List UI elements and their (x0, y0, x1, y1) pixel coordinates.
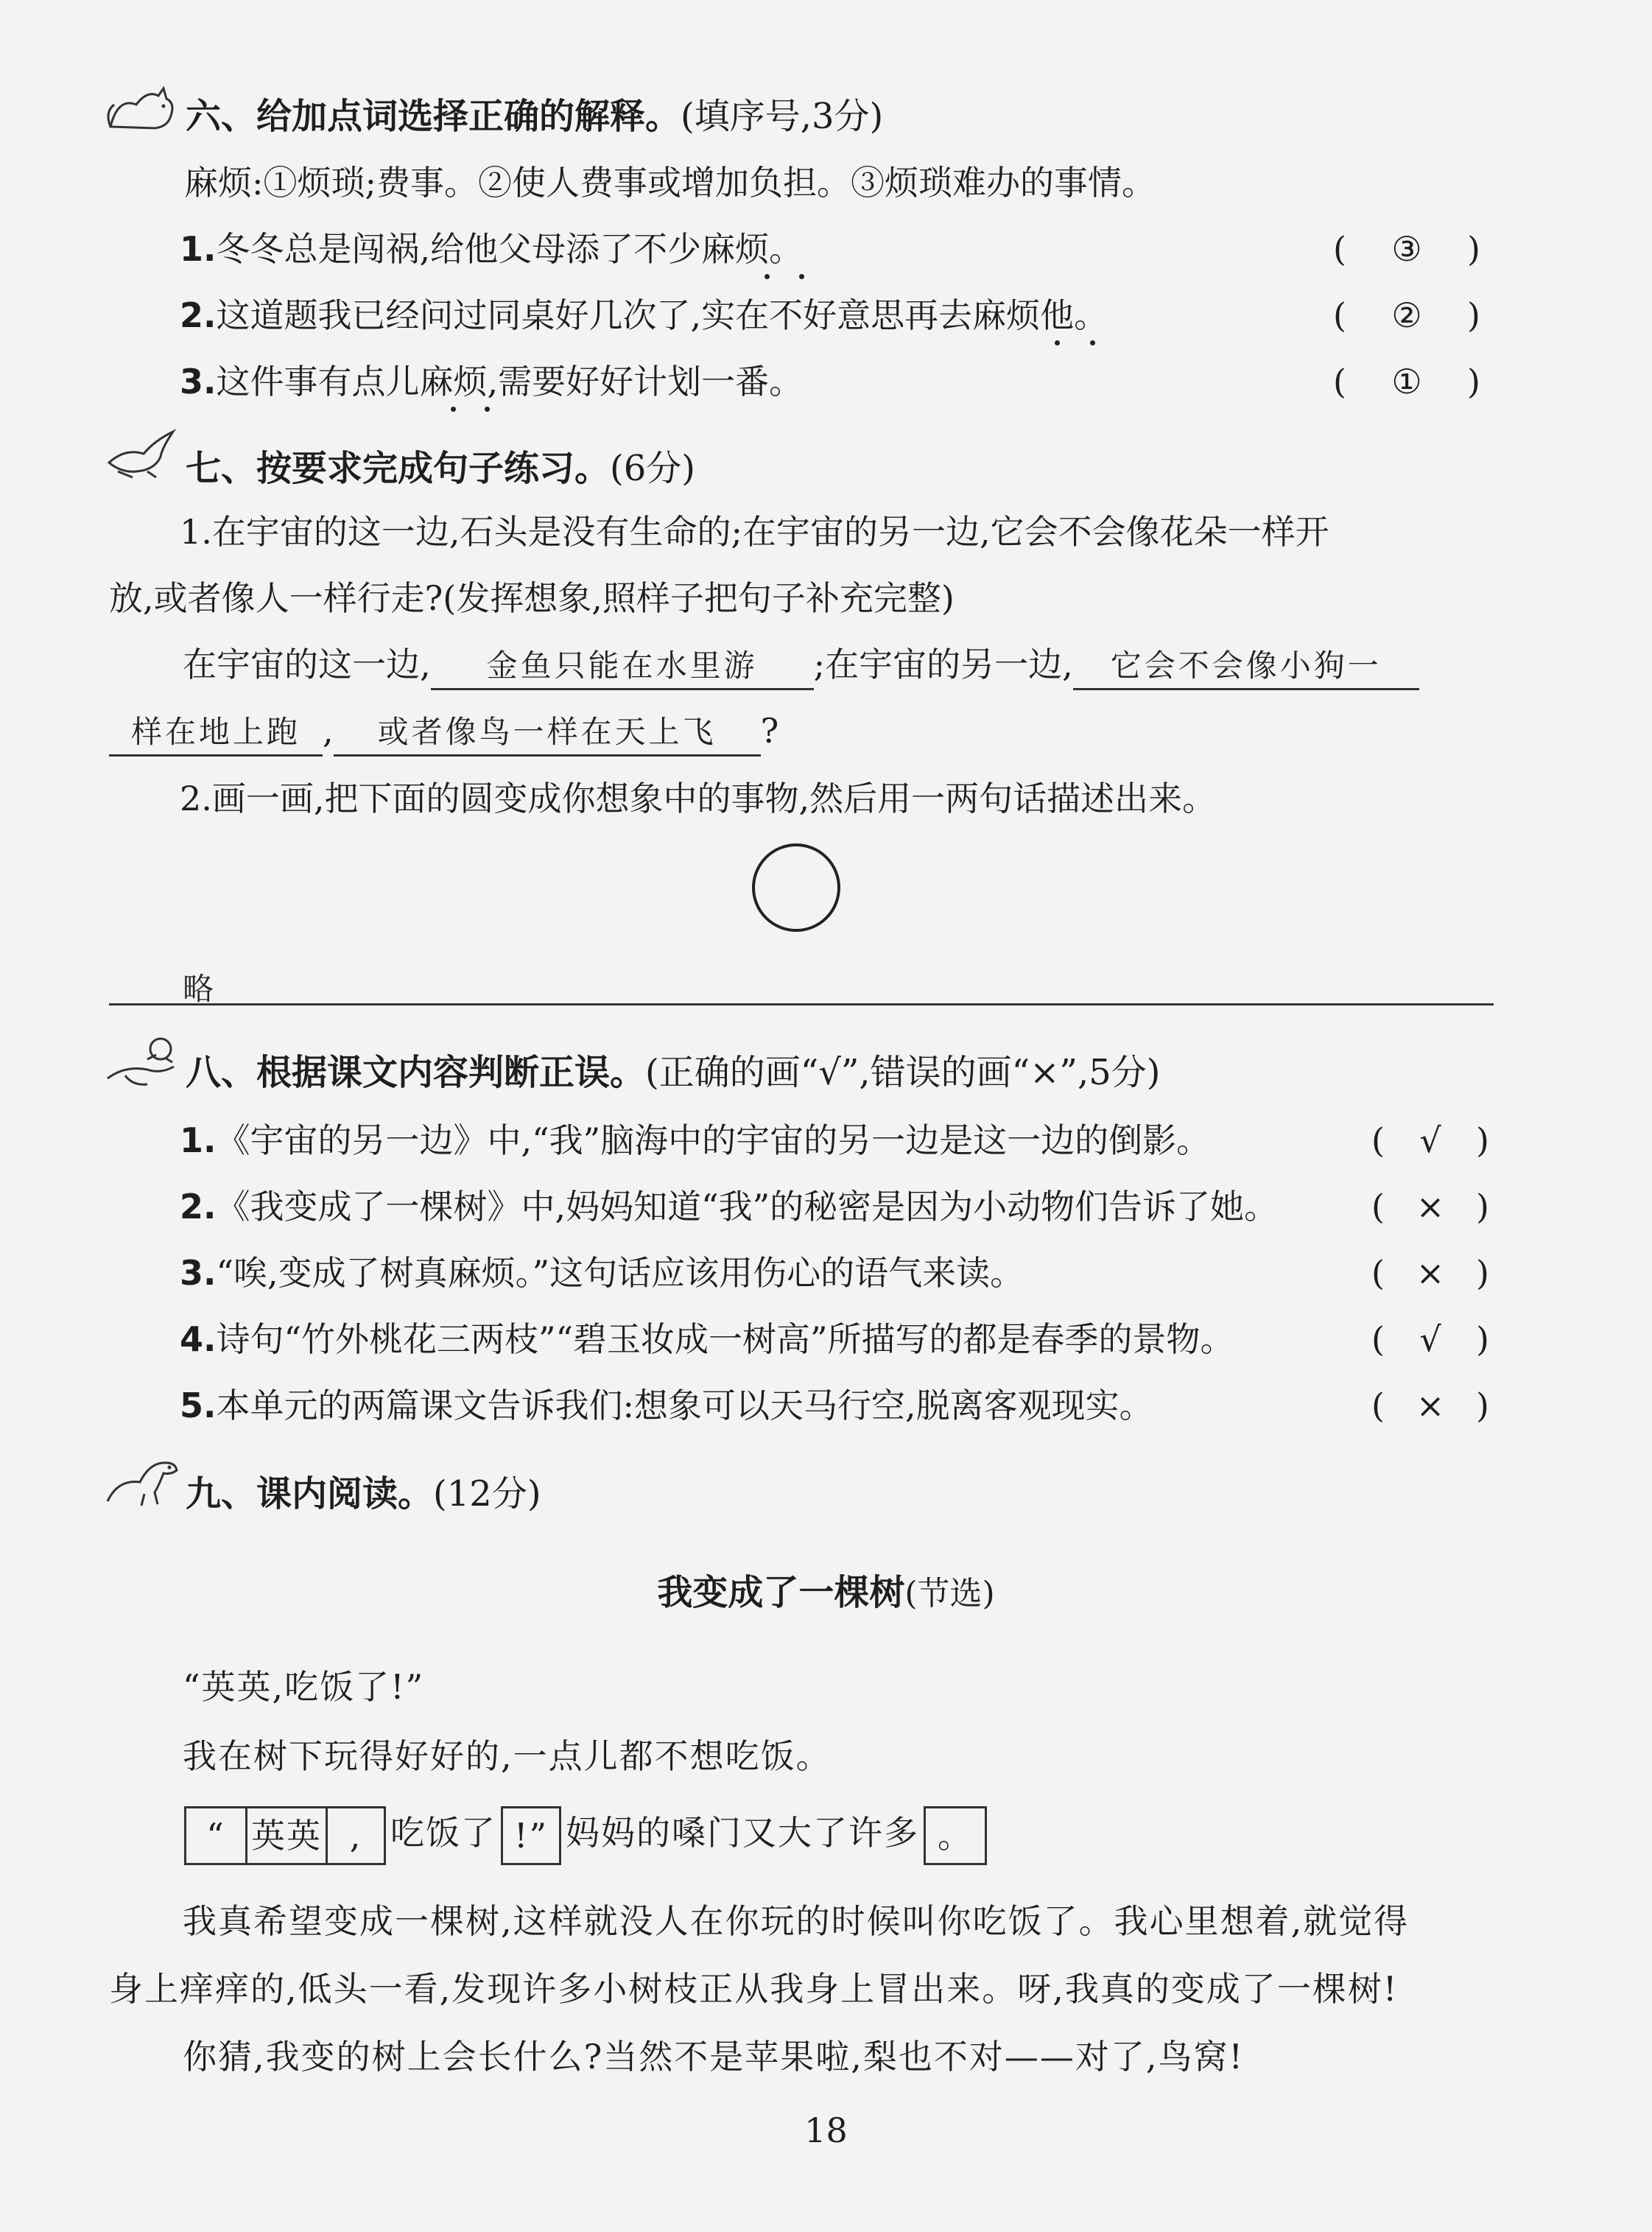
passage-note: (节选) (904, 1575, 995, 1612)
passage-para1-line1: 我真希望变成一棵树,这样就没人在你玩的时候叫你吃饭了。我心里想着,就觉得 (183, 1901, 1410, 1941)
s7-q2: 2.画一画,把下面的圆变成你想象中的事物,然后用一两句话描述出来。 (180, 779, 1217, 818)
s8-statement-3: 3.“唉,变成了树真麻烦。”这句话应该用伤心的语气来读。 (180, 1253, 1024, 1293)
emphasis-dot (1055, 340, 1060, 345)
passage-para1-line2: 身上痒痒的,低头一看,发现许多小树枝正从我身上冒出来。呀,我真的变成了一棵树! (109, 1969, 1399, 2009)
punctuation-exercise (184, 1806, 987, 1865)
fill-answer-blank-4: 或者像鸟一样在天上飞 (334, 710, 761, 757)
boxed-text-1: 英英 (247, 1806, 326, 1865)
s6-answer-3: ( ① ) (1333, 362, 1480, 401)
emphasis-dot (451, 407, 456, 412)
flower-bird-icon (103, 1033, 184, 1090)
section8-title: 八、根据课文内容判断正误。 (186, 1052, 646, 1093)
s8-answer-3: ( × ) (1371, 1253, 1489, 1293)
passage-line-2: 我在树下玩得好好的,一点儿都不想吃饭。 (183, 1736, 832, 1776)
section7-score: (6分) (610, 448, 696, 489)
s8-answer-5: ( × ) (1371, 1386, 1489, 1425)
s6-question-2: 2.这道题我已经问过同桌好几次了,实在不好意思再去麻烦他。 (180, 295, 1108, 335)
dinosaur-icon (103, 1450, 184, 1509)
passage-title-row (0, 1569, 1652, 1616)
answer-line (109, 1003, 1494, 1006)
section8-score: (正确的画“√”,错误的画“×”,5分) (645, 1052, 1161, 1093)
s6-answer-1: ( ③ ) (1333, 229, 1480, 269)
definition-text: 麻烦:①烦琐;费事。②使人费事或增加负担。③烦琐难办的事情。 (184, 163, 1156, 203)
s7-q1-line1: 1.在宇宙的这一边,石头是没有生命的;在宇宙的另一边,它会不会像花朵一样开 (180, 512, 1329, 552)
fill-answer-blank-2: 它会不会像小狗一 (1073, 644, 1419, 690)
emphasis-dot (485, 407, 490, 412)
section7-heading (186, 445, 695, 492)
s6-answer-2: ( ② ) (1333, 295, 1480, 335)
s7-q2-answer: 略 (183, 971, 217, 1007)
fill-answer-blank-3: 样在地上跑 (109, 710, 323, 757)
s8-statement-5: 5.本单元的两篇课文告诉我们:想象可以天马行空,脱离客观现实。 (180, 1386, 1153, 1425)
boxed-text-2: 吃饭了 (390, 1813, 496, 1853)
fill-answer-blank-1: 金鱼只能在水里游 (431, 644, 814, 690)
passage-title: 我变成了一棵树 (657, 1572, 905, 1613)
s6-question-1: 1.冬冬总是闯祸,给他父母添了不少麻烦。 (180, 229, 804, 269)
s8-statement-2: 2.《我变成了一棵树》中,妈妈知道“我”的秘密是因为小动物们告诉了她。 (180, 1187, 1279, 1226)
s8-statement-1: 1.《宇宙的另一边》中,“我”脑海中的宇宙的另一边是这一边的倒影。 (180, 1120, 1211, 1160)
punctuation-box-4: 。 (924, 1806, 987, 1865)
emphasis-dot (765, 274, 770, 279)
drawing-circle (750, 841, 843, 934)
section8-heading (186, 1049, 1161, 1096)
s7-fill-line2: 样在地上跑 , 或者像鸟一样在天上飞 ? (109, 709, 778, 757)
boxed-text-3: 妈妈的嗓门又大了许多 (566, 1813, 919, 1853)
punctuation-box-3: !” (501, 1806, 561, 1865)
punctuation-box-2: , (326, 1806, 386, 1865)
passage-line-1: “英英,吃饭了!” (183, 1667, 425, 1707)
s8-statement-4: 4.诗句“竹外桃花三两枝”“碧玉妆成一树高”所描写的都是春季的景物。 (180, 1319, 1234, 1359)
section9-score: (12分) (433, 1473, 541, 1515)
emphasis-dot (1090, 340, 1095, 345)
emphasis-dot (799, 274, 804, 279)
section6-score: (填序号,3分) (681, 96, 884, 137)
section9-title: 九、课内阅读。 (186, 1473, 434, 1515)
section6-heading (186, 93, 883, 140)
section7-title: 七、按要求完成句子练习。 (186, 448, 611, 489)
section6-title: 六、给加点词选择正确的解释。 (186, 96, 681, 137)
section9-heading (186, 1470, 541, 1517)
s7-fill-line1: 在宇宙的这一边, 金鱼只能在水里游 ;在宇宙的另一边, 它会不会像小狗一 (183, 642, 1419, 690)
s8-answer-1: ( √ ) (1371, 1120, 1489, 1160)
punctuation-box-1: “ (184, 1806, 247, 1865)
page-number: 18 (804, 2110, 848, 2150)
s8-answer-2: ( × ) (1371, 1187, 1489, 1226)
passage-para2: 你猜,我变的树上会长什么?当然不是苹果啦,梨也不对——对了,鸟窝! (183, 2037, 1245, 2077)
cat-icon (103, 83, 180, 134)
bird-icon (103, 426, 180, 479)
s6-question-3: 3.这件事有点儿麻烦,需要好好计划一番。 (180, 362, 804, 401)
s7-q1-line2: 放,或者像人一样行走?(发挥想象,照样子把句子补充完整) (109, 578, 955, 618)
s8-answer-4: ( √ ) (1371, 1319, 1489, 1359)
